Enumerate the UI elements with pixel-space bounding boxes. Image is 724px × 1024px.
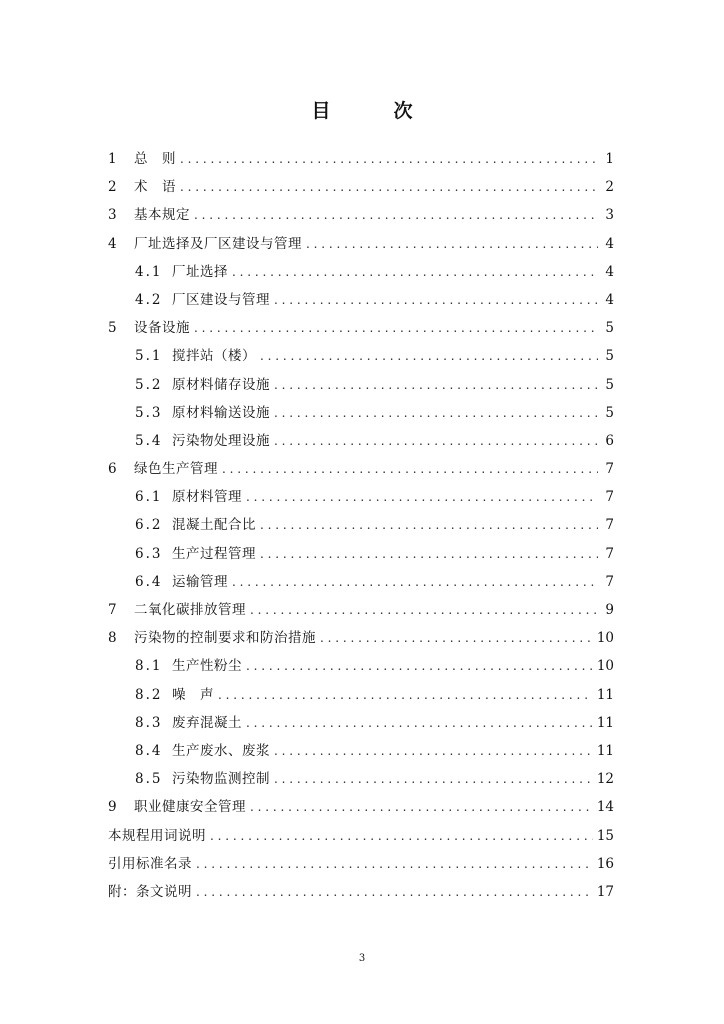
toc-entry[interactable]: [108, 652, 614, 680]
dot-leader: [274, 427, 598, 455]
dot-leader: [274, 737, 593, 765]
toc-entry-number: 8.3: [135, 714, 163, 731]
toc-entry[interactable]: [108, 568, 614, 596]
toc-entry-number: 5.2: [135, 376, 163, 393]
toc-entry-title: 原材料输送设施: [172, 404, 270, 421]
dot-leader: [196, 850, 593, 878]
toc-entry-page: 5: [605, 320, 614, 337]
toc-entry[interactable]: [108, 455, 614, 483]
dot-leader: [320, 624, 593, 652]
page-number: 3: [358, 953, 366, 964]
toc-entry-page: 14: [596, 799, 614, 816]
toc-entry-number: 6.1: [135, 489, 163, 506]
toc-entry[interactable]: [108, 709, 614, 737]
toc-entry-number: 4.1: [135, 263, 163, 280]
dot-leader: [232, 258, 598, 286]
toc-entry-title: 绿色生产管理: [134, 461, 218, 478]
toc-entry[interactable]: [108, 286, 614, 314]
page-title: 目 次: [311, 100, 435, 122]
toc-entry-page: 11: [596, 714, 614, 731]
toc-entry[interactable]: [108, 822, 614, 850]
toc-entry-page: 5: [605, 404, 614, 421]
toc-entry-page: 17: [596, 883, 614, 900]
toc-entry-number: 7: [108, 602, 117, 618]
toc-entry-number: 6.2: [135, 517, 163, 534]
toc-entry-page: 10: [596, 658, 614, 675]
toc-entry[interactable]: [108, 342, 614, 370]
toc-entry-page: 7: [605, 517, 614, 534]
toc-entry-page: 16: [596, 855, 614, 872]
toc-entry-page: 12: [596, 771, 614, 788]
toc-entry-title: 厂址选择: [172, 263, 228, 280]
toc-entry-title: 原材料储存设施: [172, 376, 270, 393]
toc-entry-page: 7: [605, 461, 614, 478]
toc-entry-number: 3: [108, 207, 117, 224]
toc-entry[interactable]: [108, 201, 614, 229]
toc-entry-number: 2: [108, 179, 117, 196]
dot-leader: [250, 793, 593, 821]
toc-entry-title: 术 语: [134, 179, 176, 196]
toc-entry-page: 7: [605, 545, 614, 562]
toc-entry[interactable]: [108, 258, 614, 286]
toc-entry[interactable]: [108, 737, 614, 765]
toc-entry-page: 9: [605, 602, 614, 618]
toc-entry-title: 混凝土配合比: [172, 517, 256, 534]
toc-entry[interactable]: [108, 371, 614, 399]
toc-entry-number: 8.4: [135, 742, 163, 759]
toc-entry-page: 15: [596, 827, 614, 844]
toc-entry-title: 厂址选择及厂区建设与管理: [134, 235, 302, 252]
toc-entry-title: 生产废水、废浆: [172, 742, 270, 759]
dot-leader: [246, 483, 598, 511]
toc-entry-page: 3: [605, 207, 614, 224]
dot-leader: [274, 371, 598, 399]
toc-entry-title: 废弃混凝土: [172, 714, 242, 731]
toc-entry[interactable]: [108, 314, 614, 342]
dot-leader: [218, 681, 593, 709]
dot-leader: [246, 652, 593, 680]
dot-leader: [260, 540, 598, 568]
toc-entry-title: 噪 声: [172, 686, 214, 703]
toc-entry-number: 4: [108, 235, 117, 252]
toc-entry-title: 职业健康安全管理: [134, 799, 246, 816]
dot-leader: [180, 173, 598, 201]
toc-entry-title: 搅拌站（楼）: [172, 348, 256, 365]
toc-entry-page: 11: [596, 686, 614, 703]
toc-entry-page: 1: [605, 151, 614, 167]
toc-entry-title: 运输管理: [172, 573, 228, 590]
toc-entry[interactable]: [108, 765, 614, 793]
toc-entry-page: 10: [596, 630, 614, 647]
dot-leader: [196, 878, 593, 906]
toc-entry[interactable]: [108, 878, 614, 906]
toc-entry-title: 原材料管理: [172, 489, 242, 506]
toc-entry-title: 本规程用词说明: [108, 827, 206, 844]
toc-entry-page: 4: [605, 263, 614, 280]
toc-entry-number: 6.3: [135, 545, 163, 562]
toc-entry[interactable]: [108, 793, 614, 821]
toc-entry-number: 8.2: [135, 686, 163, 703]
toc-entry-title: 设备设施: [134, 320, 190, 337]
toc-entry-title: 厂区建设与管理: [172, 291, 270, 308]
toc-entry[interactable]: [108, 483, 614, 511]
toc-entry-title: 引用标准名录: [108, 855, 192, 872]
toc-entry-title: 污染物的控制要求和防治措施: [134, 630, 316, 647]
dot-leader: [180, 145, 598, 173]
toc-entry-number: 8.1: [135, 658, 163, 675]
toc-entry-number: 6: [108, 461, 117, 478]
toc-entry-page: 7: [605, 573, 614, 590]
toc-entry[interactable]: [108, 173, 614, 201]
dot-leader: [194, 201, 598, 229]
dot-leader: [274, 399, 598, 427]
dot-leader: [222, 455, 598, 483]
toc-entry-number: 6.4: [135, 573, 163, 590]
toc-entry-number: 5: [108, 320, 117, 337]
toc-entry-page: 7: [605, 489, 614, 506]
toc-entry-title: 污染物监测控制: [172, 771, 270, 788]
toc-entry[interactable]: [108, 427, 614, 455]
toc-entry-page: 6: [605, 432, 614, 449]
toc-entry-page: 4: [605, 235, 614, 252]
dot-leader: [260, 511, 598, 539]
toc-entry-number: 8: [108, 630, 117, 647]
toc-entry-page: 5: [605, 348, 614, 365]
toc-entry[interactable]: [108, 540, 614, 568]
dot-leader: [260, 342, 598, 370]
toc-entry-title: 生产性粉尘: [172, 658, 242, 675]
toc-entry[interactable]: [108, 624, 614, 652]
dot-leader: [274, 765, 593, 793]
dot-leader: [246, 709, 593, 737]
dot-leader: [250, 596, 598, 624]
toc-entry-page: 4: [605, 291, 614, 308]
dot-leader: [194, 314, 598, 342]
toc-entry-title: 附：条文说明: [108, 883, 192, 900]
toc-entry-page: 11: [596, 742, 614, 759]
table-of-contents: [108, 145, 614, 906]
toc-entry[interactable]: [108, 145, 614, 173]
toc-entry-number: 5.4: [135, 432, 163, 449]
dot-leader: [306, 230, 598, 258]
toc-entry-number: 5.1: [135, 348, 163, 365]
toc-entry-title: 二氧化碳排放管理: [134, 602, 246, 618]
toc-entry-title: 总 则: [134, 151, 176, 167]
toc-entry-page: 5: [605, 376, 614, 393]
toc-entry[interactable]: [108, 230, 614, 258]
toc-entry[interactable]: [108, 511, 614, 539]
toc-entry-title: 基本规定: [134, 207, 190, 224]
toc-entry[interactable]: [108, 399, 614, 427]
toc-entry-title: 生产过程管理: [172, 545, 256, 562]
toc-entry[interactable]: [108, 596, 614, 624]
toc-entry-number: 8.5: [135, 771, 163, 788]
dot-leader: [210, 822, 593, 850]
toc-entry-number: 5.3: [135, 404, 163, 421]
toc-entry[interactable]: [108, 681, 614, 709]
dot-leader: [232, 568, 598, 596]
dot-leader: [274, 286, 598, 314]
toc-entry[interactable]: [108, 850, 614, 878]
toc-entry-number: 1: [108, 151, 117, 167]
toc-entry-page: 2: [605, 179, 614, 196]
toc-entry-number: 9: [108, 799, 117, 816]
toc-entry-title: 污染物处理设施: [172, 432, 270, 449]
toc-entry-number: 4.2: [135, 291, 163, 308]
